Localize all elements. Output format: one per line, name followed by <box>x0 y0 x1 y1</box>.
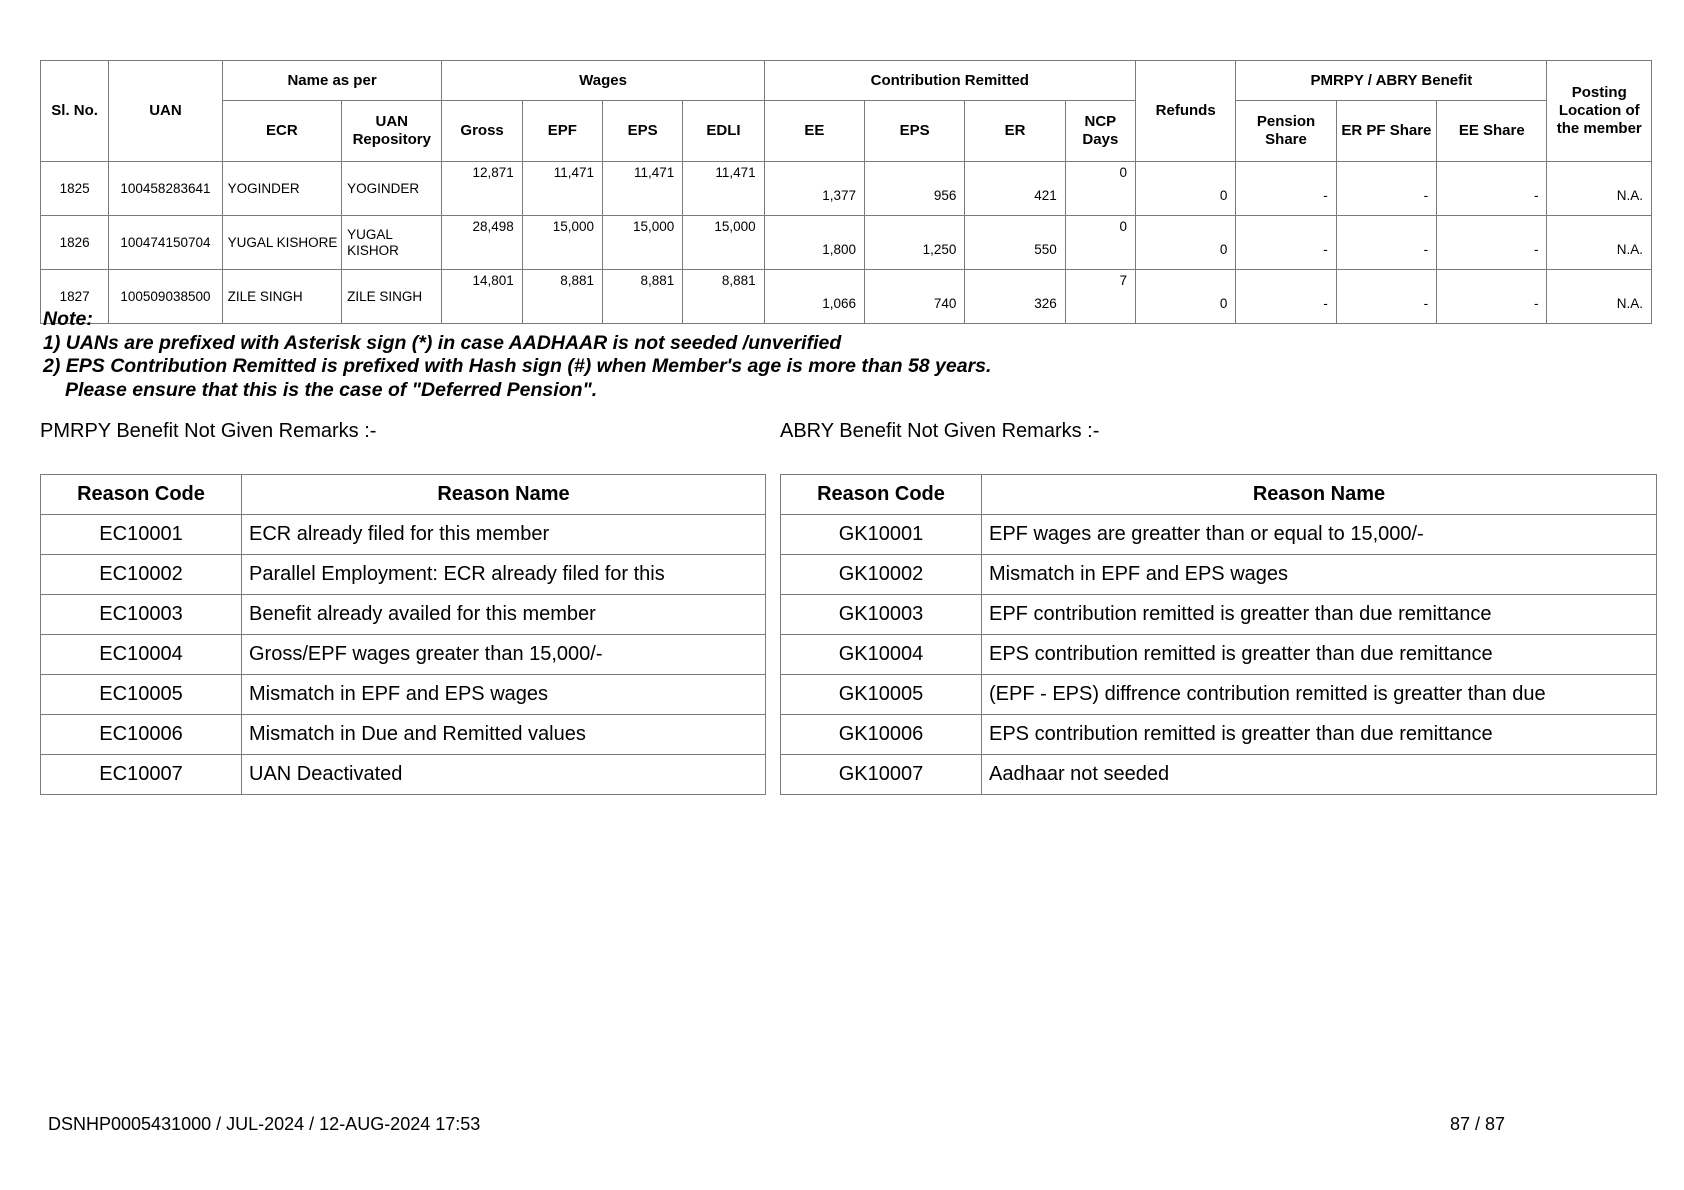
note-line-2: 2) EPS Contribution Remitted is prefixed with Hash sign (#) when Member's age is more than 58 years. <box>43 355 992 377</box>
reason-code: EC10002 <box>41 555 242 595</box>
reason-name: Aadhaar not seeded <box>982 755 1657 795</box>
footer-document-id: DSNHP0005431000 / JUL-2024 / 12-AUG-2024 17:53 <box>48 1114 481 1134</box>
col-er: ER <box>965 101 1065 162</box>
cell-er-pf-share: - <box>1336 216 1436 270</box>
col-group-benefit: PMRPY / ABRY Benefit <box>1236 61 1547 101</box>
cell-uan: 100474150704 <box>109 216 222 270</box>
col-ncp-days: NCP Days <box>1065 101 1135 162</box>
reason-code: EC10005 <box>41 675 242 715</box>
cell-sl-no: 1827 <box>41 270 109 324</box>
reason-name: (EPF - EPS) diffrence contribution remitted is greatter than due <box>982 675 1657 715</box>
table-row <box>41 675 766 715</box>
cell-edli: 11,471 <box>683 162 764 216</box>
cell-epf: 11,471 <box>522 162 602 216</box>
cell-ecr-name: YUGAL KISHORE <box>222 216 341 270</box>
cell-ncp-days: 0 <box>1065 162 1135 216</box>
table-row <box>41 515 766 555</box>
reason-code: GK10004 <box>781 635 982 675</box>
cell-eps: 15,000 <box>603 216 683 270</box>
cell-er: 421 <box>965 162 1065 216</box>
col-eps: EPS <box>603 101 683 162</box>
reason-name: Parallel Employment: ECR already filed for this <box>242 555 766 595</box>
table-row <box>41 555 766 595</box>
table-row <box>781 715 1657 755</box>
col-ee-share: EE Share <box>1437 101 1547 162</box>
cell-contribution-eps: 1,250 <box>865 216 965 270</box>
cell-gross: 12,871 <box>442 162 522 216</box>
reason-name: Mismatch in Due and Remitted values <box>242 715 766 755</box>
cell-refunds: 0 <box>1135 270 1235 324</box>
table-row <box>41 755 766 795</box>
page-number: 87 / 87 <box>1450 1114 1506 1134</box>
reason-name: Benefit already availed for this member <box>242 595 766 635</box>
col-uan: UAN <box>109 61 222 162</box>
reason-name: EPF wages are greatter than or equal to 15,000/- <box>982 515 1657 555</box>
table-row <box>781 675 1657 715</box>
reason-name: UAN Deactivated <box>242 755 766 795</box>
reason-code: GK10005 <box>781 675 982 715</box>
cell-edli: 15,000 <box>683 216 764 270</box>
cell-posting-location: N.A. <box>1547 270 1652 324</box>
reason-code: GK10001 <box>781 515 982 555</box>
reason-code: EC10004 <box>41 635 242 675</box>
col-reason-code: Reason Code <box>41 475 242 515</box>
cell-posting-location: N.A. <box>1547 162 1652 216</box>
cell-eps: 11,471 <box>603 162 683 216</box>
cell-epf: 8,881 <box>522 270 602 324</box>
cell-er-pf-share: - <box>1336 270 1436 324</box>
cell-epf: 15,000 <box>522 216 602 270</box>
cell-er: 326 <box>965 270 1065 324</box>
col-ee: EE <box>764 101 864 162</box>
reason-code: GK10007 <box>781 755 982 795</box>
cell-ee: 1,800 <box>764 216 864 270</box>
col-group-contribution: Contribution Remitted <box>764 61 1135 101</box>
reason-code: EC10001 <box>41 515 242 555</box>
abry-remarks-title: ABRY Benefit Not Given Remarks :- <box>780 420 1100 442</box>
cell-gross: 14,801 <box>442 270 522 324</box>
reason-code: EC10007 <box>41 755 242 795</box>
reason-code: GK10006 <box>781 715 982 755</box>
col-refunds: Refunds <box>1135 61 1235 162</box>
cell-repo-name: YOGINDER <box>342 162 442 216</box>
note-line-3: Please ensure that this is the case of "Deferred Pension". <box>65 378 598 401</box>
abry-reason-table <box>780 474 1657 795</box>
cell-sl-no: 1825 <box>41 162 109 216</box>
cell-ee-share: - <box>1437 270 1547 324</box>
cell-repo-name: ZILE SINGH <box>342 270 442 324</box>
col-sl-no: Sl. No. <box>41 61 109 162</box>
table-row <box>41 216 1652 270</box>
cell-contribution-eps: 740 <box>865 270 965 324</box>
reason-code: EC10006 <box>41 715 242 755</box>
cell-ee: 1,066 <box>764 270 864 324</box>
table-row <box>41 162 1652 216</box>
col-edli: EDLI <box>683 101 764 162</box>
cell-pension-share: - <box>1236 270 1336 324</box>
cell-ee: 1,377 <box>764 162 864 216</box>
cell-ecr-name: ZILE SINGH <box>222 270 341 324</box>
pmrpy-remarks-title: PMRPY Benefit Not Given Remarks :- <box>40 420 377 442</box>
table-row <box>781 555 1657 595</box>
cell-posting-location: N.A. <box>1547 216 1652 270</box>
cell-pension-share: - <box>1236 162 1336 216</box>
table-row <box>781 635 1657 675</box>
col-group-name-as-per: Name as per <box>222 61 442 101</box>
cell-pension-share: - <box>1236 216 1336 270</box>
col-reason-code: Reason Code <box>781 475 982 515</box>
col-gross: Gross <box>442 101 522 162</box>
reason-name: EPS contribution remitted is greatter than due remittance <box>982 635 1657 675</box>
table-row <box>41 635 766 675</box>
cell-er-pf-share: - <box>1336 162 1436 216</box>
cell-uan: 100458283641 <box>109 162 222 216</box>
reason-name: EPS contribution remitted is greatter than due remittance <box>982 715 1657 755</box>
cell-contribution-eps: 956 <box>865 162 965 216</box>
col-pension-share: Pension Share <box>1236 101 1336 162</box>
notes-heading: Note: <box>43 308 93 330</box>
col-group-wages: Wages <box>442 61 764 101</box>
cell-refunds: 0 <box>1135 162 1235 216</box>
cell-ee-share: - <box>1437 216 1547 270</box>
cell-er: 550 <box>965 216 1065 270</box>
col-reason-name: Reason Name <box>982 475 1657 515</box>
cell-ncp-days: 7 <box>1065 270 1135 324</box>
contribution-table <box>40 60 1652 324</box>
cell-repo-name: YUGAL KISHOR <box>342 216 442 270</box>
reason-code: EC10003 <box>41 595 242 635</box>
reason-code: GK10003 <box>781 595 982 635</box>
reason-name: Mismatch in EPF and EPS wages <box>242 675 766 715</box>
table-row <box>781 595 1657 635</box>
table-row <box>41 595 766 635</box>
cell-eps: 8,881 <box>603 270 683 324</box>
col-contribution-eps: EPS <box>865 101 965 162</box>
col-epf: EPF <box>522 101 602 162</box>
reason-name: Mismatch in EPF and EPS wages <box>982 555 1657 595</box>
table-row <box>781 755 1657 795</box>
table-row <box>41 715 766 755</box>
table-row <box>781 515 1657 555</box>
cell-sl-no: 1826 <box>41 216 109 270</box>
cell-ncp-days: 0 <box>1065 216 1135 270</box>
cell-refunds: 0 <box>1135 216 1235 270</box>
cell-edli: 8,881 <box>683 270 764 324</box>
reason-name: ECR already filed for this member <box>242 515 766 555</box>
cell-ecr-name: YOGINDER <box>222 162 341 216</box>
cell-ee-share: - <box>1437 162 1547 216</box>
reason-code: GK10002 <box>781 555 982 595</box>
cell-uan: 100509038500 <box>109 270 222 324</box>
col-reason-name: Reason Name <box>242 475 766 515</box>
col-er-pf-share: ER PF Share <box>1336 101 1436 162</box>
col-uan-repository: UAN Repository <box>342 101 442 162</box>
note-line-1: 1) UANs are prefixed with Asterisk sign (*) in case AADHAAR is not seeded /unverified <box>43 331 842 354</box>
col-ecr: ECR <box>222 101 341 162</box>
notes-block <box>43 308 991 402</box>
cell-gross: 28,498 <box>442 216 522 270</box>
reason-name: Gross/EPF wages greater than 15,000/- <box>242 635 766 675</box>
pmrpy-reason-table <box>40 474 766 795</box>
col-posting-location: Posting Location of the member <box>1547 61 1652 162</box>
reason-name: EPF contribution remitted is greatter than due remittance <box>982 595 1657 635</box>
